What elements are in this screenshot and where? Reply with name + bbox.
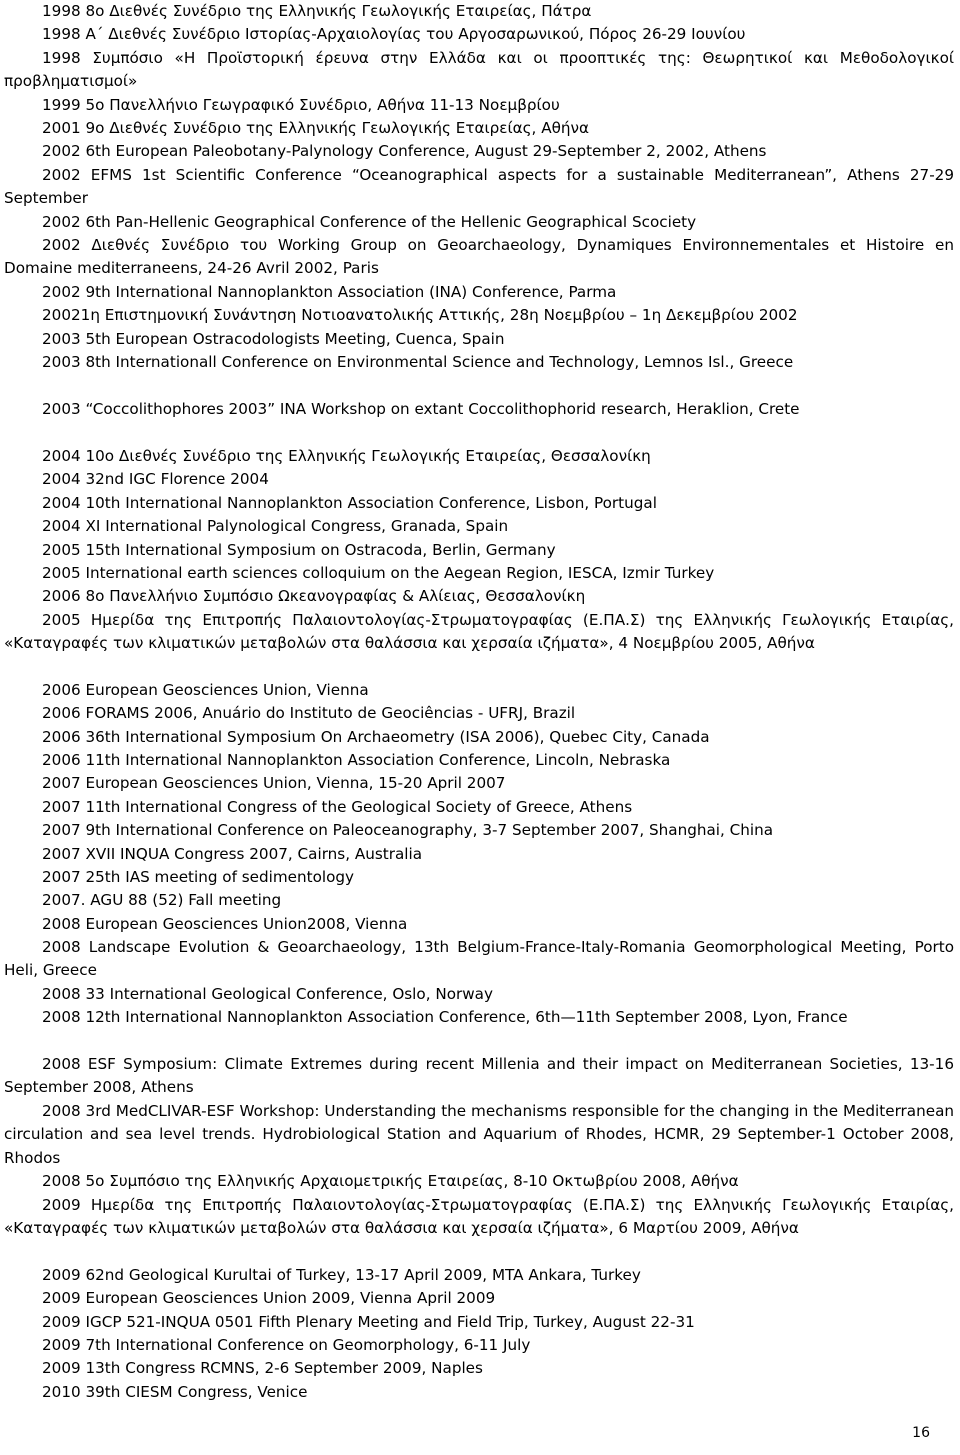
conference-entry: 2009 European Geosciences Union 2009, Vienna April 2009 xyxy=(42,1289,496,1307)
conference-entry: 2003 5th European Ostracodologists Meeting, Cuenca, Spain xyxy=(42,330,505,348)
conference-entry: 2002 Διεθνές Συνέδριο του Working Group on Geoarchaeology, Dynamiques Environnementales et Histoire en Domaine mediterraneens, 24-26 Avril 2002, Paris xyxy=(4,236,954,278)
conference-entry: 2006 European Geosciences Union, Vienna xyxy=(42,681,369,699)
conference-entry: 2005 International earth sciences colloquium on the Aegean Region, IESCA, Izmir Turkey xyxy=(42,564,715,582)
conference-entry: 2005 Ημερίδα της Επιτροπής Παλαιοντολογίας-Στρωματογραφίας (Ε.ΠΑ.Σ) της Ελληνικής Γεωλογικής Εταιρίας, «Καταγραφές των κλιματικών μεταβολών στα θαλάσσια και χερσαία ιζήματα», 4 Νοεμβρίου 2005, Αθήνα xyxy=(4,611,954,653)
conference-entry: 20021η Επιστημονική Συνάντηση Νοτιοανατολικής Αττικής, 28η Νοεμβρίου – 1η Δεκεμβρίου 2002 xyxy=(42,306,798,324)
conference-entry: 2003 8th Internationall Conference on Environmental Science and Technology, Lemnos Isl., Greece xyxy=(42,353,794,371)
conference-entry: 2009 7th International Conference on Geomorphology, 6-11 July xyxy=(42,1336,531,1354)
conference-entry: 2001 9ο Διεθνές Συνέδριο της Ελληνικής Γεωλογικής Εταιρείας, Αθήνα xyxy=(42,119,590,137)
conference-entry: 2004 10ο Διεθνές Συνέδριο της Ελληνικής Γεωλογικής Εταιρείας, Θεσσαλονίκη xyxy=(42,447,651,465)
conference-entry: 2002 EFMS 1st Scientific Conference “Oceanographical aspects for a sustainable Mediterranean”, Athens 27-29 September xyxy=(4,166,954,208)
conference-entry: 2007 XVII INQUA Congress 2007, Cairns, Australia xyxy=(42,845,423,863)
conference-entry: 2008 European Geosciences Union2008, Vienna xyxy=(42,915,408,933)
conference-entry: 2008 Landscape Evolution & Geoarchaeology, 13th Belgium-France-Italy-Romania Geomorphological Meeting, Porto Heli, Greece xyxy=(4,938,954,980)
conference-entry: 2009 62nd Geological Kurultai of Turkey, 13-17 April 2009, MTA Ankara, Turkey xyxy=(42,1266,641,1284)
conference-entry: 2004 10th International Nannoplankton Association Conference, Lisbon, Portugal xyxy=(42,494,657,512)
conference-entry: 1999 5ο Πανελλήνιο Γεωγραφικό Συνέδριο, Αθήνα 11-13 Νοεμβρίου xyxy=(42,96,560,114)
conference-entry: 2008 33 International Geological Conference, Oslo, Norway xyxy=(42,985,493,1003)
conference-entry: 2010 39th CIESM Congress, Venice xyxy=(42,1383,308,1401)
conference-entry: 1998 8ο Διεθνές Συνέδριο της Ελληνικής Γεωλογικής Εταιρείας, Πάτρα xyxy=(42,2,592,20)
conference-entry: 2002 6th European Paleobotany-Palynology Conference, August 29-September 2, 2002, Athens xyxy=(42,142,767,160)
conference-entry: 2003 “Coccolithophores 2003” INA Workshop on extant Coccolithophorid research, Heraklion, Crete xyxy=(42,400,800,418)
conference-entry: 2006 36th International Symposium On Archaeometry (ISA 2006), Quebec City, Canada xyxy=(42,728,710,746)
conference-entry: 2006 FORAMS 2006, Anuário do Instituto de Geociências - UFRJ, Brazil xyxy=(42,704,576,722)
conference-entry: 1998 Α΄ Διεθνές Συνέδριο Ιστορίας-Αρχαιολογίας του Αργοσαρωνικού, Πόρος 26-29 Ιουνίου xyxy=(42,25,746,43)
conference-entry: 2009 13th Congress RCMNS, 2-6 September 2009, Naples xyxy=(42,1359,483,1377)
conference-entry: 2004 XI International Palynological Congress, Granada, Spain xyxy=(42,517,509,535)
conference-entry: 2008 3rd MedCLIVAR-ESF Workshop: Understanding the mechanisms responsible for the changing in the Mediterranean circulation and sea level trends. Hydrobiological Station and Aquarium of Rhodes, HCMR, 29 September-1 October 2008, Rhodos xyxy=(4,1102,954,1167)
conference-entry: 2006 8ο Πανελλήνιο Συμπόσιο Ωκεανογραφίας & Αλίειας, Θεσσαλονίκη xyxy=(42,587,586,605)
conference-entry: 2005 15th International Symposium on Ostracoda, Berlin, Germany xyxy=(42,541,556,559)
conference-entry: 2004 32nd IGC Florence 2004 xyxy=(42,470,269,488)
conference-entry: 2002 6th Pan-Hellenic Geographical Conference of the Hellenic Geographical Scociety xyxy=(42,213,697,231)
conference-entry: 2002 9th International Nannoplankton Association (INA) Conference, Parma xyxy=(42,283,617,301)
page-number: 16 xyxy=(912,1425,930,1441)
conference-entry: 2008 ESF Symposium: Climate Extremes during recent Millenia and their impact on Mediterranean Societies, 13-16 September 2008, Athens xyxy=(4,1055,954,1097)
conference-entry: 2007 9th International Conference on Paleoceanography, 3-7 September 2007, Shanghai, China xyxy=(42,821,774,839)
conference-entry: 2007 25th IAS meeting of sedimentology xyxy=(42,868,355,886)
conference-entry: 2007. AGU 88 (52) Fall meeting xyxy=(42,891,282,909)
conference-entry: 2007 11th International Congress of the Geological Society of Greece, Athens xyxy=(42,798,633,816)
conference-entry: 2006 11th International Nannoplankton Association Conference, Lincoln, Nebraska xyxy=(42,751,671,769)
conference-entry: 2009 Ημερίδα της Επιτροπής Παλαιοντολογίας-Στρωματογραφίας (Ε.ΠΑ.Σ) της Ελληνικής Γεωλογικής Εταιρίας, «Καταγραφές των κλιματικών μεταβολών στα θαλάσσια και χερσαία ιζήματα», 6 Μαρτίου 2009, Αθήνα xyxy=(4,1196,954,1238)
conference-entry: 1998 Συμπόσιο «Η Προϊστορική έρευνα στην Ελλάδα και οι προοπτικές της: Θεωρητικοί και Μεθοδολογικοί προβληματισμοί» xyxy=(4,49,954,91)
conference-entry: 2008 5ο Συμπόσιο της Ελληνικής Αρχαιομετρικής Εταιρείας, 8-10 Οκτωβρίου 2008, Αθήνα xyxy=(42,1172,739,1190)
conference-entry: 2007 European Geosciences Union, Vienna, 15-20 April 2007 xyxy=(42,774,506,792)
conference-entry: 2008 12th International Nannoplankton Association Conference, 6th—11th September 2008, Lyon, France xyxy=(42,1008,848,1026)
conference-entry: 2009 IGCP 521-INQUA 0501 Fifth Plenary Meeting and Field Trip, Turkey, August 22-31 xyxy=(42,1313,695,1331)
